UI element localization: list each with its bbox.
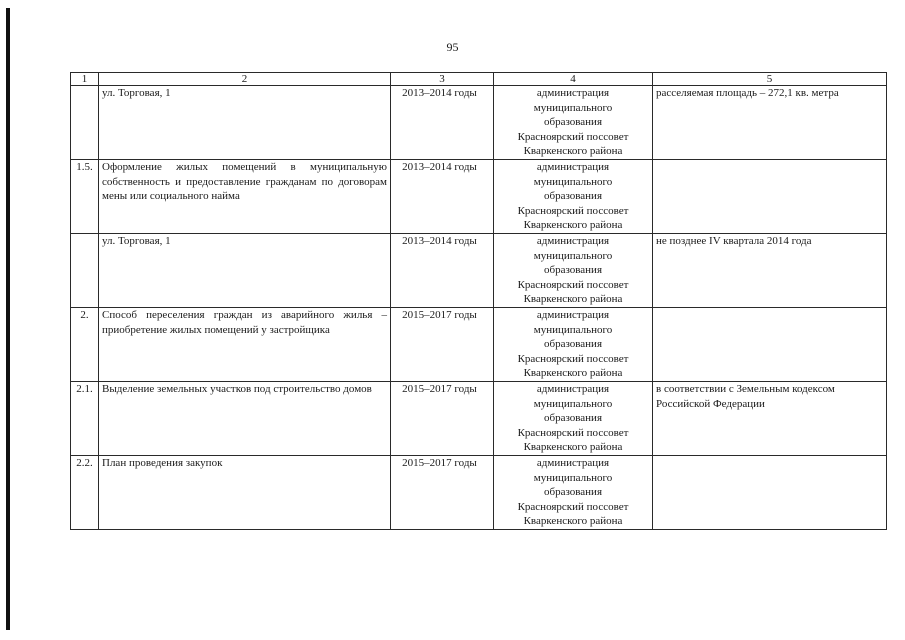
binding-edge <box>6 8 10 630</box>
implementation-period: 2015–2017 годы <box>391 382 494 456</box>
implementation-period: 2015–2017 годы <box>391 308 494 382</box>
executor-line: образования <box>543 116 603 128</box>
executor-line: администрация <box>536 161 610 173</box>
executor-line: администрация <box>536 383 610 395</box>
responsible-executor <box>494 86 653 160</box>
executor-line: администрация <box>536 457 610 469</box>
executor-line: образования <box>543 412 603 424</box>
executor-line: образования <box>543 486 603 498</box>
expected-result: не позднее IV квартала 2014 года <box>653 234 887 308</box>
executor-line: муниципального <box>533 397 613 410</box>
implementation-period: 2015–2017 годы <box>391 456 494 530</box>
item-number: 2.2. <box>71 456 99 530</box>
executor-line: образования <box>543 264 603 276</box>
executor-line: Красноярский поссовет <box>517 278 629 291</box>
executor-line: образования <box>543 190 603 202</box>
header-cell: 5 <box>653 73 887 86</box>
item-number: 2.1. <box>71 382 99 456</box>
executor-line: муниципального <box>533 249 613 262</box>
table-row <box>71 456 887 530</box>
measure-text: План проведения закупок <box>99 456 391 530</box>
expected-result <box>653 308 887 382</box>
header-cell: 1 <box>71 73 99 86</box>
header-cell: 4 <box>494 73 653 86</box>
page-number: 95 <box>446 40 459 54</box>
table-row <box>71 382 887 456</box>
item-number <box>71 234 99 308</box>
executor-line: Кваркенского района <box>523 515 623 527</box>
table-row <box>71 160 887 234</box>
table-row <box>71 308 887 382</box>
executor-line: Кваркенского района <box>523 219 623 231</box>
resettlement-plan-table <box>70 72 887 530</box>
header-row <box>71 73 887 86</box>
expected-result: расселяемая площадь – 272,1 кв. метра <box>653 86 887 160</box>
executor-line: муниципального <box>533 101 613 114</box>
table-body <box>71 86 887 530</box>
executor-line: муниципального <box>533 175 613 188</box>
item-number <box>71 86 99 160</box>
implementation-period: 2013–2014 годы <box>391 234 494 308</box>
implementation-period: 2013–2014 годы <box>391 86 494 160</box>
responsible-executor <box>494 160 653 234</box>
executor-line: Красноярский поссовет <box>517 426 629 439</box>
executor-line: Красноярский поссовет <box>517 204 629 217</box>
executor-line: образования <box>543 338 603 350</box>
table-row <box>71 86 887 160</box>
executor-line: Красноярский поссовет <box>517 130 629 143</box>
executor-line: Кваркенского района <box>523 441 623 453</box>
measure-text: Выделение земельных участков под строительство домов <box>99 382 391 456</box>
measure-text: Оформление жилых помещений в муниципальную собственность и предоставление гражданам по договорам мены или социального найма <box>99 160 391 234</box>
executor-line: администрация <box>536 309 610 321</box>
measure-text: Способ переселения граждан из аварийного жилья – приобретение жилых помещений у застройщика <box>99 308 391 382</box>
header-cell: 2 <box>99 73 391 86</box>
header-cell: 3 <box>391 73 494 86</box>
measure-text: ул. Торговая, 1 <box>99 86 391 160</box>
responsible-executor <box>494 308 653 382</box>
table-row <box>71 234 887 308</box>
implementation-period: 2013–2014 годы <box>391 160 494 234</box>
responsible-executor <box>494 456 653 530</box>
executor-line: Красноярский поссовет <box>517 500 629 513</box>
expected-result <box>653 456 887 530</box>
executor-line: Кваркенского района <box>523 145 623 157</box>
executor-line: муниципального <box>533 471 613 484</box>
responsible-executor <box>494 382 653 456</box>
item-number: 2. <box>71 308 99 382</box>
measure-text: ул. Торговая, 1 <box>99 234 391 308</box>
executor-line: Красноярский поссовет <box>517 352 629 365</box>
responsible-executor <box>494 234 653 308</box>
executor-line: Кваркенского района <box>523 293 623 305</box>
executor-line: администрация <box>536 87 610 99</box>
executor-line: Кваркенского района <box>523 367 623 379</box>
expected-result <box>653 160 887 234</box>
executor-line: муниципального <box>533 323 613 336</box>
executor-line: администрация <box>536 235 610 247</box>
item-number: 1.5. <box>71 160 99 234</box>
expected-result: в соответствии с Земельным кодексом Российской Федерации <box>653 382 887 456</box>
